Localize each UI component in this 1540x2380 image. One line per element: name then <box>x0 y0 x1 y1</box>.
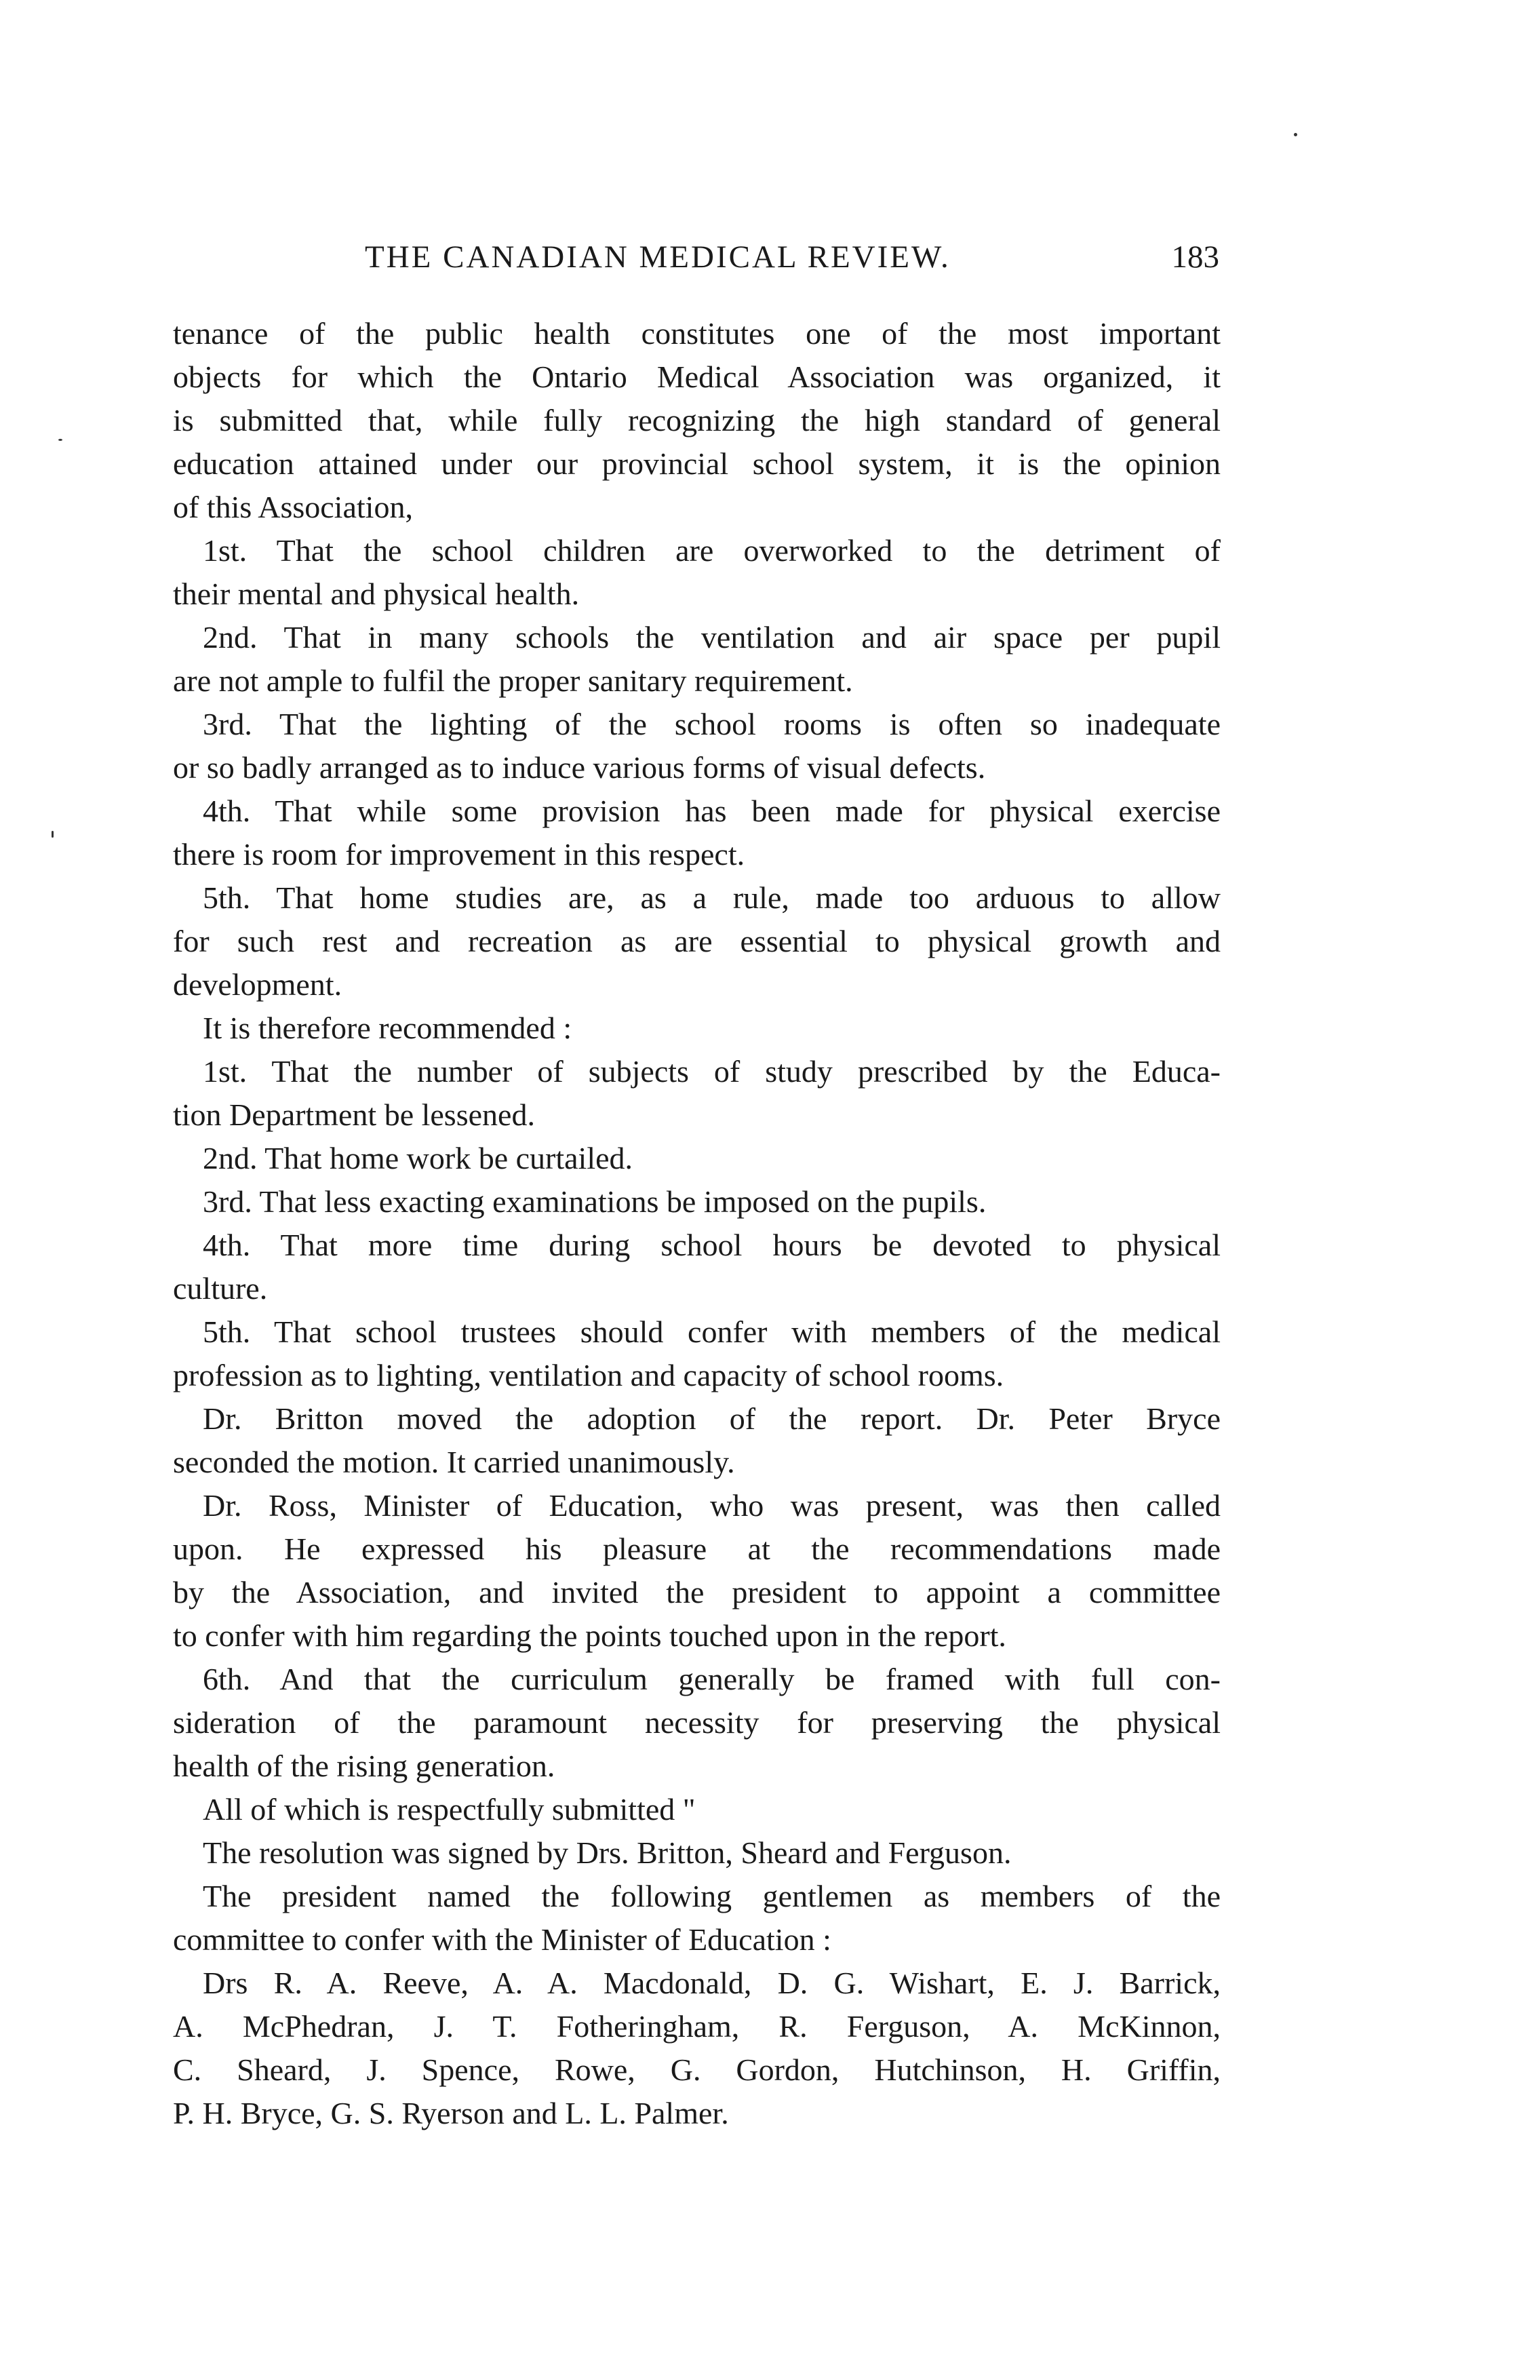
text-line: A. McPhedran, J. T. Fotheringham, R. Ferguson, A. McKinnon, <box>173 2009 1221 2044</box>
text-line: culture. <box>173 1271 268 1306</box>
text-line: 5th. That school trustees should confer with members of the medical <box>203 1314 1221 1349</box>
text-line: 4th. That while some provision has been made for physical exercise <box>203 794 1221 828</box>
text-line: 6th. And that the curriculum generally be framed with full con- <box>203 1662 1221 1696</box>
article-body <box>173 312 1221 2135</box>
text-line: tion Department be lessened. <box>173 1097 535 1132</box>
text-line: health of the rising generation. <box>173 1749 555 1783</box>
text-line: education attained under our provincial school system, it is the opinion <box>173 446 1221 481</box>
text-line: to confer with him regarding the points touched upon in the report. <box>173 1618 1006 1653</box>
text-line: there is room for improvement in this respect. <box>173 837 745 872</box>
text-line: or so badly arranged as to induce various forms of visual defects. <box>173 750 986 785</box>
text-line: by the Association, and invited the president to appoint a committee <box>173 1575 1221 1610</box>
page-header <box>175 239 1219 279</box>
text-line: tenance of the public health constitutes one of the most important <box>173 316 1221 351</box>
text-line: development. <box>173 967 342 1002</box>
scan-speck <box>58 439 62 441</box>
text-line: 2nd. That in many schools the ventilation and air space per pupil <box>203 620 1221 655</box>
text-line: committee to confer with the Minister of Education : <box>173 1922 831 1957</box>
text-line: of this Association, <box>173 490 413 524</box>
text-line: 3rd. That less exacting examinations be imposed on the pupils. <box>203 1184 987 1219</box>
scan-speck <box>52 831 54 838</box>
text-line: 3rd. That the lighting of the school rooms is often so inadequate <box>203 707 1221 741</box>
text-line: Dr. Ross, Minister of Education, who was present, was then called <box>203 1488 1221 1523</box>
text-line: The resolution was signed by Drs. Britton, Sheard and Ferguson. <box>203 1835 1012 1870</box>
text-line: P. H. Bryce, G. S. Ryerson and L. L. Palmer. <box>173 2096 729 2130</box>
text-line: is submitted that, while fully recognizing the high standard of general <box>173 403 1221 437</box>
text-line: upon. He expressed his pleasure at the recommendations made <box>173 1532 1221 1566</box>
text-line: Dr. Britton moved the adoption of the report. Dr. Peter Bryce <box>203 1401 1221 1436</box>
text-line: sideration of the paramount necessity for preserving the physical <box>173 1705 1221 1740</box>
text-line: It is therefore recommended : <box>203 1011 572 1045</box>
text-line: 1st. That the number of subjects of study prescribed by the Educa- <box>203 1054 1221 1089</box>
running-title: THE CANADIAN MEDICAL REVIEW. <box>365 239 951 275</box>
text-line: their mental and physical health. <box>173 577 580 611</box>
scan-speck <box>1294 133 1297 136</box>
text-line: seconded the motion. It carried unanimously. <box>173 1445 735 1479</box>
text-line: Drs R. A. Reeve, A. A. Macdonald, D. G. Wishart, E. J. Barrick, <box>203 1966 1221 2000</box>
text-line: 1st. That the school children are overworked to the detriment of <box>203 533 1221 568</box>
text-line: C. Sheard, J. Spence, Rowe, G. Gordon, Hutchinson, H. Griffin, <box>173 2052 1221 2087</box>
text-line: All of which is respectfully submitted " <box>203 1792 696 1827</box>
text-line: objects for which the Ontario Medical Association was organized, it <box>173 359 1221 394</box>
text-line: profession as to lighting, ventilation and capacity of school rooms. <box>173 1358 1004 1392</box>
text-line: The president named the following gentlemen as members of the <box>203 1879 1221 1913</box>
text-line: for such rest and recreation as are essential to physical growth and <box>173 924 1221 958</box>
text-line: 5th. That home studies are, as a rule, made too arduous to allow <box>203 880 1221 915</box>
text-line: are not ample to fulfil the proper sanitary requirement. <box>173 663 853 698</box>
text-line: 4th. That more time during school hours be devoted to physical <box>203 1228 1221 1262</box>
text-line: 2nd. That home work be curtailed. <box>203 1141 633 1175</box>
page-number: 183 <box>1171 239 1219 275</box>
